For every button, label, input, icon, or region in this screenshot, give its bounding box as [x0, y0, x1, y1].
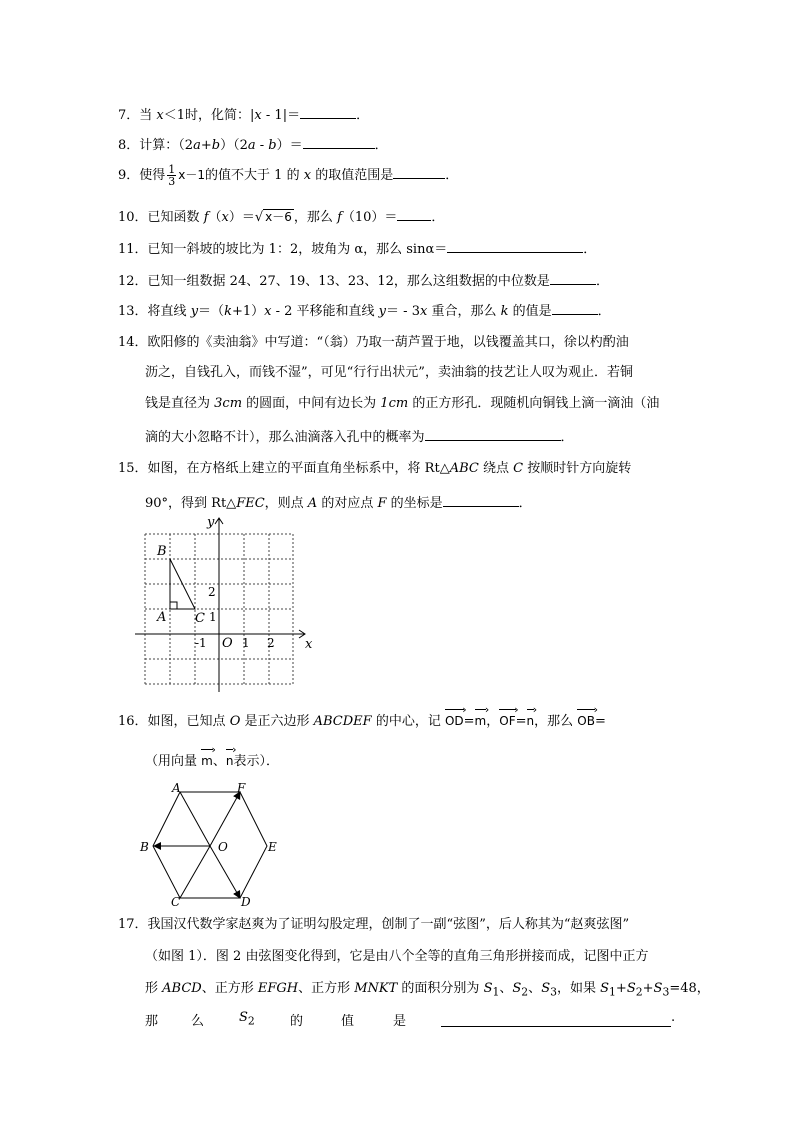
- question-10: 10．已知函数 f（x）＝√ x－6 ，那么 f（10）＝ ．: [118, 206, 444, 227]
- answer-blank[interactable]: [552, 300, 598, 315]
- vertex-f-label: F: [237, 781, 246, 795]
- right-angle-mark: [170, 602, 177, 609]
- point-a-label: A: [157, 610, 167, 625]
- answer-blank[interactable]: [550, 270, 596, 285]
- origin-label: O: [222, 636, 233, 651]
- vector-of-arrow: [210, 792, 240, 846]
- question-14-line-2: 沥之，自钱孔入，而钱不湿”，可见“行行出状元”，卖油翁的技艺让人叹为观止．若铜: [145, 365, 633, 380]
- question-14-line-1: 14．欧阳修的《卖油翁》中写道：“（翁）乃取一葫芦置于地，以钱覆盖其口，徐以杓酌油: [118, 335, 629, 350]
- answer-blank[interactable]: [425, 426, 561, 441]
- question-11: 11．已知一斜坡的坡比为 1：2，坡角为 α，那么 sinα＝ ．: [118, 238, 596, 259]
- question-8: 8．计算：（2a+b）（2a - b）＝ ．: [118, 134, 388, 155]
- x-tick-2: 2: [267, 636, 275, 650]
- vertex-c-label: C: [171, 895, 181, 908]
- question-7: 7．当 x＜1时，化简：|x - 1|＝ ．: [118, 104, 369, 125]
- point-c-label: C: [195, 611, 205, 626]
- y-tick-2: 2: [208, 585, 216, 599]
- question-17-line-4: 那 么 $S_2$ 的 值 是 .: [145, 1010, 676, 1029]
- question-15-line-1: 15．如图，在方格纸上建立的平面直角坐标系中，将 Rt△ABC 绕点 C 按顺时针方向旋转: [118, 461, 632, 476]
- question-12: 12．已知一组数据 24、27、19、13、23、12，那么这组数据的中位数是 ．: [118, 270, 609, 291]
- center-o-label: O: [218, 840, 228, 854]
- vertex-d-label: D: [241, 895, 251, 908]
- question-16-line-1: 16．如图，已知点 O 是正六边形 ABCDEF 的中心，记 OD ›=m ›，OF ›=n ›，那么 OB ›=: [118, 712, 606, 731]
- question-9: 9．使得 $\frac{1}{3}$ x－1的值不大于 1 的 x 的取值范围是 ．: [118, 163, 459, 188]
- question-14-line-3: 钱是直径为 3cm 的圆面，中间有边长为 1cm 的正方形孔．现随机向铜钱上滴一滴油（油: [145, 396, 660, 411]
- vertex-e-label: E: [268, 840, 277, 854]
- vector-of: OF ›: [499, 712, 515, 730]
- question-14-line-4: 滴的大小忽略不计），那么油滴落入孔中的概率为 ．: [145, 426, 574, 447]
- answer-blank[interactable]: [303, 134, 375, 149]
- sqrt-sign: √: [254, 210, 264, 225]
- answer-blank[interactable]: [447, 238, 583, 253]
- vertex-b-label: B: [140, 840, 149, 854]
- answer-blank[interactable]: [393, 164, 445, 179]
- question-17-line-2: （如图 1）．图 2 由弦图变化得到，它是由八个全等的直角三角形拼接而成，记图中正方: [145, 949, 649, 964]
- point-b-label: B: [157, 544, 167, 559]
- hexagon-figure: [135, 780, 285, 908]
- question-16-line-2: （用向量 m ›、n ›表示）．: [145, 752, 279, 771]
- answer-blank[interactable]: [441, 1012, 671, 1027]
- vector-ob: OB ›: [577, 712, 595, 730]
- x-axis-label: x: [305, 637, 313, 652]
- segment-oc: [180, 846, 210, 898]
- y-axis-label: y: [207, 515, 215, 530]
- vector-od: OD ›: [445, 712, 464, 730]
- answer-blank[interactable]: [300, 104, 356, 119]
- answer-blank[interactable]: [397, 206, 431, 221]
- fraction: $\frac{1}{3}$: [168, 163, 176, 188]
- question-17-line-3: 形 ABCD、正方形 EFGH、正方形 MNKT 的面积分别为 $S_1$、$S_2$、$S_3$，如果 $S_1+S_2+S_3=48$，: [145, 981, 710, 999]
- vector-n: n ›: [527, 712, 535, 730]
- y-tick-1: 1: [209, 610, 217, 624]
- question-13: 13．将直线 y＝（k+1）x - 2 平移能和直线 y＝ - 3x 重合，那么 k 的值是 ．: [118, 300, 611, 321]
- question-15-line-2: 90°，得到 Rt△FEC，则点 A 的对应点 F 的坐标是 ．: [145, 492, 532, 513]
- vector-m: m ›: [475, 712, 487, 730]
- coordinate-grid-figure: [135, 512, 320, 692]
- segment-oa: [180, 792, 210, 846]
- x-tick-1: 1: [242, 636, 250, 650]
- answer-blank[interactable]: [443, 492, 519, 507]
- question-17-line-1: 17．我国汉代数学家赵爽为了证明勾股定理，创制了一副“弦图”，后人称其为“赵爽弦图”: [118, 917, 630, 932]
- x-tick-minus-1: -1: [195, 636, 207, 650]
- vertex-a-label: A: [172, 781, 181, 795]
